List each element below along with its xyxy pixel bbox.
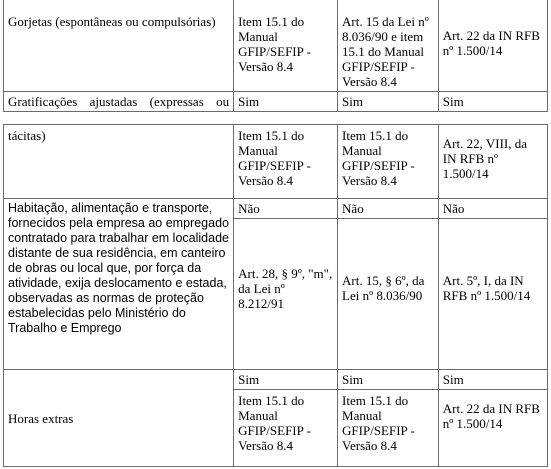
- table-bottom: [3, 124, 548, 467]
- cell-habitacao-lei-8212: [234, 199, 338, 370]
- cell-text: Art. 5º, I, da IN RFB nº 1.500/14: [442, 273, 531, 303]
- cell-text: Art. 15, § 6º, da Lei nº 8.036/90: [342, 273, 425, 303]
- cell-text: Item 15.1 do Manual GFIP/SEFIP - Versão 8.4: [238, 14, 311, 74]
- cell-gorjetas-lei: [338, 0, 439, 92]
- cell-habitacao-lei-8036: [338, 199, 439, 370]
- cell-text: Item 15.1 do Manual GFIP/SEFIP - Versão 8.4: [342, 128, 415, 188]
- cell-nao: [234, 199, 337, 219]
- cell-nao: [439, 199, 547, 219]
- cell-text: Item 15.1 do Manual GFIP/SEFIP - Versão 8.4: [342, 393, 415, 453]
- cell-gorjetas-in: [438, 0, 547, 92]
- cell-taticas-manual-2: [338, 125, 439, 199]
- table-row: [4, 125, 548, 199]
- table-row: [4, 92, 548, 112]
- cell-sim: [439, 370, 547, 390]
- cell-text: Habitação, alimentação e transporte, fornecidos pela empresa ao empregado contratado para trabalhar em localidade distante de sua residência, em canteiro de obras ou local que, por força da atividade, exija deslocamento e estada, observadas as normas de proteção estabelecidas pelo Ministério do Trabalho e Emprego: [8, 201, 229, 335]
- cell-habitacao-in: [438, 199, 547, 370]
- table-row: [4, 370, 548, 467]
- cell-text-wrap: [234, 390, 337, 453]
- cell-sim: [234, 370, 337, 390]
- cell-horas-in: [438, 370, 547, 467]
- cell-text: Art. 22 da IN RFB nº 1.500/14: [442, 401, 540, 431]
- cell-sim: [338, 370, 438, 390]
- cell-text: Art. 22, VIII, da IN RFB nº 1.500/14: [442, 136, 528, 181]
- cell-gratificacoes: [4, 92, 234, 112]
- cell-text: Sim: [238, 94, 260, 109]
- cell-text: Não: [238, 201, 260, 216]
- cell-horas-extras: [4, 370, 234, 467]
- cell-text: Item 15.1 do Manual GFIP/SEFIP - Versão 8.4: [238, 128, 311, 188]
- cell-text: Sim: [342, 372, 363, 387]
- cell-sim: [234, 92, 338, 112]
- cell-horas-manual: [234, 370, 338, 467]
- cell-text: Não: [442, 201, 465, 216]
- cell-text: Sim: [342, 94, 363, 109]
- cell-text: tácitas): [8, 128, 46, 143]
- table-row: [4, 0, 548, 92]
- cell-gorjetas-manual: [234, 0, 338, 92]
- cell-text: Item 15.1 do Manual GFIP/SEFIP - Versão 8.4: [238, 393, 311, 453]
- cell-text: Art. 28, § 9º, "m", da Lei nº 8.212/91: [238, 266, 333, 311]
- cell-sim: [438, 92, 547, 112]
- cell-text: Sim: [442, 94, 464, 109]
- cell-taticas-in: [438, 125, 547, 199]
- cell-text: Sim: [442, 372, 464, 387]
- cell-text: Art. 22 da IN RFB nº 1.500/14: [442, 28, 540, 58]
- table-top: [3, 0, 548, 112]
- cell-text-wrap: [234, 219, 337, 311]
- cell-text: Horas extras: [8, 410, 74, 426]
- cell-text: Gratificações ajustadas (expressas ou: [8, 94, 230, 109]
- cell-horas-manual-2: [338, 370, 439, 467]
- cell-text-wrap: [439, 219, 547, 303]
- cell-taticas-manual: [234, 125, 338, 199]
- cell-sim: [338, 92, 439, 112]
- cell-text: Art. 15 da Lei nº 8.036/90 e item 15.1 do Manual GFIP/SEFIP - Versão 8.4: [342, 14, 429, 89]
- cell-habitacao: [4, 199, 234, 370]
- cell-text-wrap: [439, 390, 547, 431]
- cell-text: Não: [342, 201, 364, 216]
- cell-gorjetas: [4, 0, 234, 92]
- cell-text: Sim: [238, 372, 260, 387]
- cell-text-wrap: [338, 390, 438, 453]
- table-row: [4, 199, 548, 370]
- cell-taticas: [4, 125, 234, 199]
- cell-nao: [338, 199, 438, 219]
- cell-text-wrap: [338, 219, 438, 303]
- cell-text: Gorjetas (espontâneas ou compulsórias): [8, 14, 216, 29]
